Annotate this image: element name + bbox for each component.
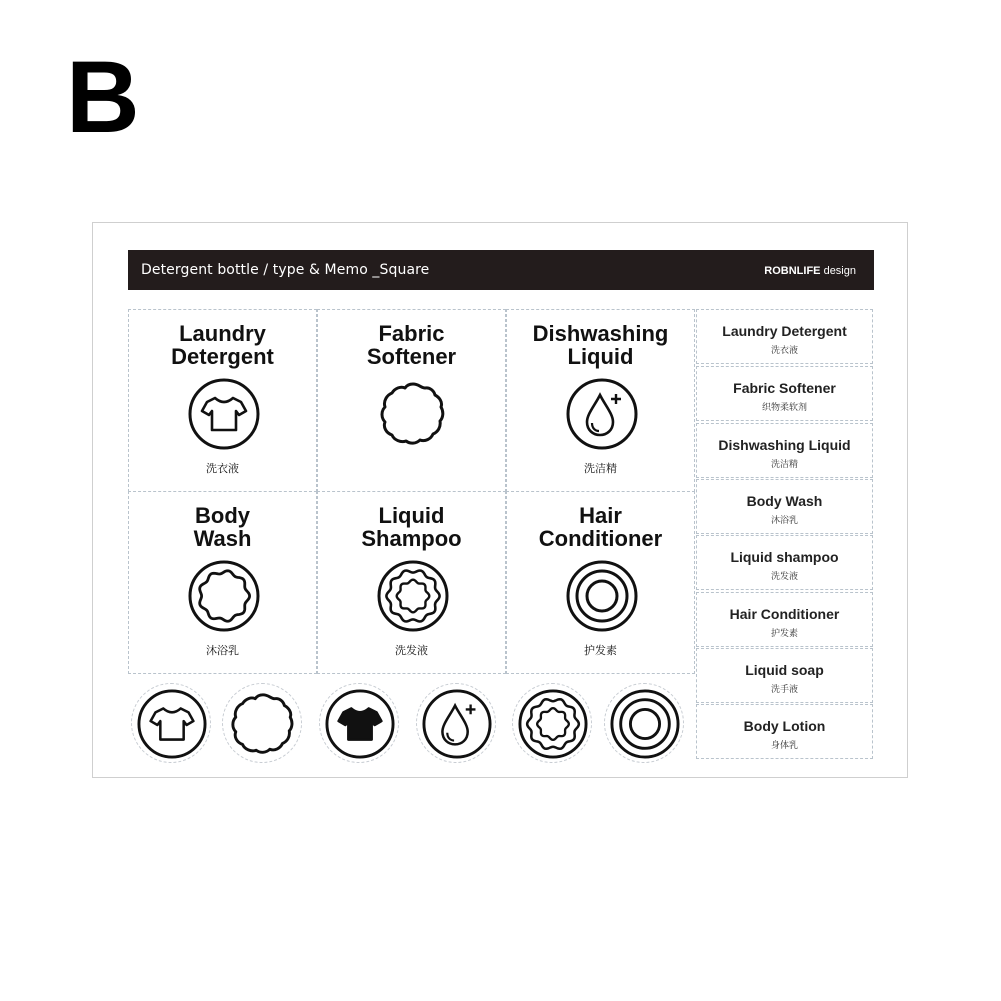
double-wavy-circle-icon <box>377 560 449 632</box>
card-dishwashing-liquid <box>506 309 695 492</box>
header-title: Detergent bottle / type & Memo _Square <box>141 262 430 278</box>
circle-sticker-softener <box>222 683 302 763</box>
card-title: Hair Conditioner <box>538 503 663 551</box>
card-title: Liquid Shampoo <box>361 503 462 551</box>
water-drop-plus-icon <box>566 378 638 450</box>
label-en: Laundry Detergent <box>722 323 847 339</box>
label-cn: 身体乳 <box>770 741 798 751</box>
label-body-wash <box>696 479 873 534</box>
wavy-circle-icon <box>188 560 260 632</box>
card-cn-label: 洗衣液 <box>206 462 239 475</box>
label-cn: 洗手液 <box>770 685 798 695</box>
corner-letter: B <box>66 40 140 154</box>
card-body-wash <box>128 491 317 674</box>
card-cn-label: 护发素 <box>584 644 617 657</box>
tshirt-icon <box>188 378 260 450</box>
card-cn-label: 沐浴乳 <box>206 644 239 657</box>
label-cn: 沐浴乳 <box>770 516 798 526</box>
label-en: Body Wash <box>746 493 823 509</box>
circle-sticker-conditioner <box>604 683 684 763</box>
label-en: Fabric Softener <box>733 380 836 396</box>
card-liquid-shampoo <box>317 491 506 674</box>
header-brand <box>764 265 856 277</box>
cloud-blob-icon <box>228 689 298 759</box>
circle-sticker-filled-shirt <box>319 683 399 763</box>
label-cn: 洗衣液 <box>770 346 798 356</box>
card-cn-label: 洗洁精 <box>584 462 617 475</box>
label-liquid-shampoo <box>696 535 873 590</box>
label-cn: 织物柔软剂 <box>761 403 807 413</box>
label-hair-conditioner <box>696 592 873 647</box>
circle-sticker-laundry <box>131 683 211 763</box>
label-en: Hair Conditioner <box>729 606 840 622</box>
label-cn: 洗洁精 <box>770 460 798 470</box>
label-en: Dishwashing Liquid <box>718 437 851 453</box>
label-fabric-softener <box>696 366 873 421</box>
card-hair-conditioner <box>506 491 695 674</box>
brand-light: design <box>820 265 856 277</box>
cloud-blob-icon <box>377 378 449 450</box>
card-laundry-detergent <box>128 309 317 492</box>
circle-sticker-dishwashing <box>416 683 496 763</box>
label-liquid-soap <box>696 648 873 703</box>
card-fabric-softener <box>317 309 506 492</box>
card-title: Body Wash <box>193 503 252 551</box>
concentric-circles-icon <box>610 689 680 759</box>
card-title: Laundry Detergent <box>171 321 274 369</box>
label-en: Liquid soap <box>745 662 824 678</box>
label-dishwashing-liquid <box>696 423 873 478</box>
tshirt-filled-icon <box>325 689 395 759</box>
card-title: Fabric Softener <box>366 321 457 369</box>
double-wavy-circle-icon <box>518 689 588 759</box>
brand-bold: ROBNLIFE <box>764 265 821 277</box>
label-body-lotion <box>696 704 873 759</box>
tshirt-icon <box>137 689 207 759</box>
card-title: Dishwashing Liquid <box>532 321 669 369</box>
label-en: Liquid shampoo <box>730 549 839 565</box>
label-cn: 洗发液 <box>770 572 798 582</box>
circle-sticker-shampoo <box>512 683 592 763</box>
concentric-circles-icon <box>566 560 638 632</box>
header-bar <box>128 250 874 290</box>
card-cn-label: 洗发液 <box>395 644 428 657</box>
water-drop-plus-icon <box>422 689 492 759</box>
label-laundry-detergent <box>696 309 873 364</box>
label-cn: 护发素 <box>770 629 798 639</box>
label-en: Body Lotion <box>743 718 826 734</box>
